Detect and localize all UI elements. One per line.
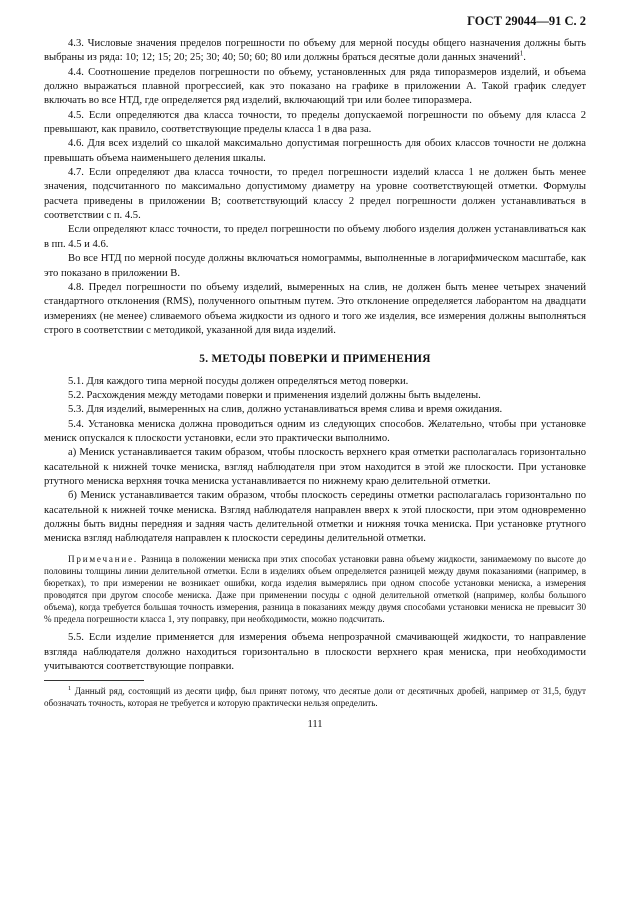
- page-header: ГОСТ 29044—91 С. 2: [467, 14, 586, 28]
- page-number: 111: [307, 719, 323, 731]
- paragraph-4-4: 4.4. Соотношение пределов погрешности по объему, установленных для ряда типоразмеров изделий, и объема должно выражаться плавной прогрессией, как это показано на графике в приложении А. Такой график следует включать во все НТД, где определяется ряд изделий, включающий три или более типоразмера.: [44, 66, 586, 107]
- paragraph-4-3-end: .: [523, 52, 526, 64]
- paragraph-5-5: 5.5. Если изделие применяется для измерения объема непрозрачной смачивающей жидкости, то направление взгляда наблюдателя должно находиться горизонтально в плоскости верхнего края мениска, при необходимости учитываются соответствующие поправки.: [44, 632, 586, 672]
- paragraph-4-7-c: Во все НТД по мерной посуде должны включаться номограммы, выполненные в логарифмическом масштабе, как это показано в приложении В.: [44, 253, 586, 279]
- section-title: 5. МЕТОДЫ ПОВЕРКИ И ПРИМЕНЕНИЯ: [199, 353, 431, 366]
- paragraph-4-6: 4.6. Для всех изделий со шкалой максимально допустимая погрешность для обоих классов точности не должна превышать объема наименьшего деления шкалы.: [44, 138, 586, 164]
- footnote-divider: [44, 680, 144, 681]
- paragraph-5-2: 5.2. Расхождения между методами поверки и применения изделий должны быть выделены.: [68, 389, 481, 401]
- paragraph-4-5: 4.5. Если определяются два класса точности, то пределы допускаемой погрешности по объему для класса 2 превышают, как правило, соответствующие пределы класса 1 в два раза.: [44, 109, 586, 136]
- paragraph-4-3: [44, 37, 586, 66]
- footnote-mark: 1: [68, 685, 72, 693]
- footnote-text: Данный ряд, состоящий из десяти цифр, был принят потому, что десятые доли от десятичных дробей, например от 31,5, будут обозначать точность, которая не требуется и которую практически нельзя определить.: [44, 686, 586, 709]
- paragraph-5-4-b: б) Мениск устанавливается таким образом, чтобы плоскость середины отметки располагалась горизонтально по касательной к нижней точке мениска. Взгляд наблюдателя направлен вверх к этой плоскости, при этом одновременно должны быть видны передняя и задняя часть делительной отметки и нижняя точка мениска. При установке ртутного мениска взгляд наблюдателя направлен к плоскости середины делительной отметки.: [44, 490, 586, 545]
- paragraph-5-4: 5.4. Установка мениска должна проводиться одним из следующих способов. Желательно, чтобы при установке мениск опускался к плоскости установки, если это практически выполнимо.: [44, 418, 586, 444]
- note-text: Разница в положении мениска при этих способах установки равна объему жидкости, занимаемому по высоте до половины толщины линии делительной отметки. Если в изделиях объем определяется разницей между двумя показаниями (например, в бюретках), то при измерении не возникает ошибки, когда изделия вымерялись при одном способе установки мениска, а измерения проводятся при другом способе мениска. Даже при применении посуды с одной делительной отметкой (например, колбы большого объема), когда требуется большая точность измерения, разница в показаниях между двумя способами установки мениска не превысит 30 % предела погрешности класса 1, эту поправку, при необходимости, можно подсчитать.: [44, 553, 586, 625]
- note: [44, 553, 586, 626]
- paragraph-5-1: 5.1. Для каждого типа мерной посуды должен определяться метод поверки.: [68, 375, 409, 387]
- document-page: [44, 14, 586, 730]
- paragraph-5-3: 5.3. Для изделий, вымеренных на слив, должно устанавливаться время слива и время ожидания.: [68, 404, 503, 416]
- footnote-ref: 1: [519, 49, 524, 58]
- paragraph-5-4-a: а) Мениск устанавливается таким образом, чтобы плоскость верхнего края отметки располагалась горизонтально касательной к нижней точке мениска, взгляд наблюдателя при этом находится в этой же плоскости. При установке ртутного мениска верхняя точка мениска устанавливается по нижнему краю делительной отметки.: [44, 447, 586, 487]
- paragraph-4-3-text: 4.3. Числовые значения пределов погрешности по объему для мерной посуды общего назначения должны быть выбраны из ряда: 10; 12; 15; 20; 25; 30; 40; 50; 60; 80 или должны браться десятые доли данных значений: [44, 38, 586, 64]
- note-label: Примечание.: [68, 553, 138, 564]
- paragraph-4-7-b: Если определяют класс точности, то предел погрешности по объему любого изделия должен устанавливаться как в пп. 4.5 и 4.6.: [44, 224, 586, 250]
- footnote: [44, 685, 586, 709]
- paragraph-4-8: 4.8. Предел погрешности по объему изделий, вымеренных на слив, не должен быть менее четырех значений стандартного отклонения (RMS), полученного опытным путем. Это отклонение определяется лаборантом на двадцати измерениях (не менее) сливаемого объема жидкости из одного и того же изделия, все измерения должны выполняться строго в соответствии с методикой, указанной для вида изделий.: [44, 281, 586, 336]
- paragraph-4-7: 4.7. Если определяют два класса точности, то предел погрешности изделий класса 1 не должен быть менее значения, подсчитанного по максимально допустимому диаметру на уровне соответствующей отметки. Формулы расчета приведены в приложении В; соответствующий классу 2 предел погрешности должен устанавливаться в соответствии с п. 4.5.: [44, 167, 586, 222]
- document-body: [44, 37, 586, 674]
